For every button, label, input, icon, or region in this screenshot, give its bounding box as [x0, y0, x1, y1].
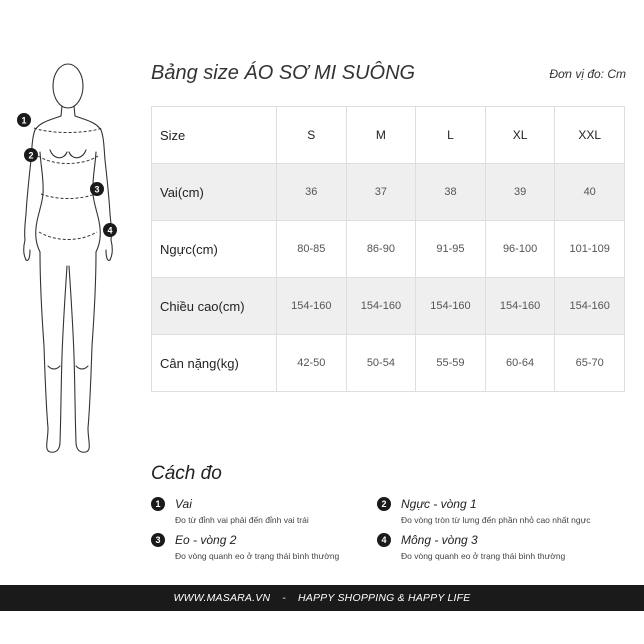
table-cell: 42-50	[277, 335, 347, 392]
table-cell: 96-100	[485, 221, 555, 278]
unit-label: Đơn vị đo: Cm	[549, 67, 626, 81]
footer-website-link[interactable]: WWW.MASARA.VN	[173, 592, 271, 604]
table-cell: 154-160	[346, 278, 416, 335]
step-number-badge: 4	[377, 533, 391, 547]
header-cell: XL	[485, 107, 555, 164]
table-cell: 154-160	[416, 278, 486, 335]
table-row	[152, 278, 625, 335]
table-header-row	[152, 107, 625, 164]
footer-separator: -	[282, 592, 286, 604]
table-cell: 86-90	[346, 221, 416, 278]
step-number-badge: 1	[151, 497, 165, 511]
table-row	[152, 221, 625, 278]
table-cell: 91-95	[416, 221, 486, 278]
table-row	[152, 335, 625, 392]
table-cell: 50-54	[346, 335, 416, 392]
step-number-badge: 3	[151, 533, 165, 547]
row-label: Vai(cm)	[152, 164, 277, 221]
svg-text:1: 1	[21, 115, 27, 126]
row-label: Ngực(cm)	[152, 221, 277, 278]
row-label: Chiều cao(cm)	[152, 278, 277, 335]
row-label: Cân nặng(kg)	[152, 335, 277, 392]
step-description: Đo vòng quanh eo ở trạng thái bình thường	[175, 551, 340, 561]
header-cell: XXL	[555, 107, 625, 164]
how-to-measure-title: Cách đo	[151, 463, 222, 484]
step-name: Mông - vòng 3	[401, 533, 478, 547]
step-description: Đo vòng quanh eo ở trạng thái bình thường	[401, 551, 566, 561]
footer-bar	[0, 585, 644, 611]
marker-3	[90, 182, 104, 196]
step-name: Eo - vòng 2	[175, 533, 237, 547]
table-cell: 55-59	[416, 335, 486, 392]
table-cell: 38	[416, 164, 486, 221]
page-title: Bảng size ÁO SƠ MI SUÔNG	[151, 62, 416, 84]
table-cell: 154-160	[277, 278, 347, 335]
table-cell: 36	[277, 164, 347, 221]
header-cell: M	[346, 107, 416, 164]
table-cell: 60-64	[485, 335, 555, 392]
table-cell: 40	[555, 164, 625, 221]
marker-2	[24, 148, 38, 162]
table-cell: 65-70	[555, 335, 625, 392]
step-description: Đo từ đỉnh vai phải đến đỉnh vai trái	[175, 515, 309, 525]
marker-4	[103, 223, 117, 237]
table-cell: 39	[485, 164, 555, 221]
marker-1	[17, 113, 31, 127]
table-cell: 37	[346, 164, 416, 221]
table-cell: 101-109	[555, 221, 625, 278]
svg-text:4: 4	[107, 225, 113, 236]
header-cell: Size	[152, 107, 277, 164]
header-cell: S	[277, 107, 347, 164]
table-cell: 154-160	[555, 278, 625, 335]
table-row	[152, 164, 625, 221]
footer-slogan: HAPPY SHOPPING & HAPPY LIFE	[297, 592, 471, 604]
table-cell: 80-85	[277, 221, 347, 278]
step-name: Ngực - vòng 1	[401, 497, 477, 511]
size-table	[151, 106, 625, 392]
svg-text:3: 3	[94, 184, 100, 195]
step-description: Đo vòng tròn từ lưng đến phần nhỏ cao nhất ngực	[401, 515, 591, 525]
step-number-badge: 2	[377, 497, 391, 511]
body-figure-illustration	[10, 56, 140, 476]
header-cell: L	[416, 107, 486, 164]
step-name: Vai	[175, 497, 192, 511]
table-cell: 154-160	[485, 278, 555, 335]
svg-text:2: 2	[28, 150, 34, 161]
